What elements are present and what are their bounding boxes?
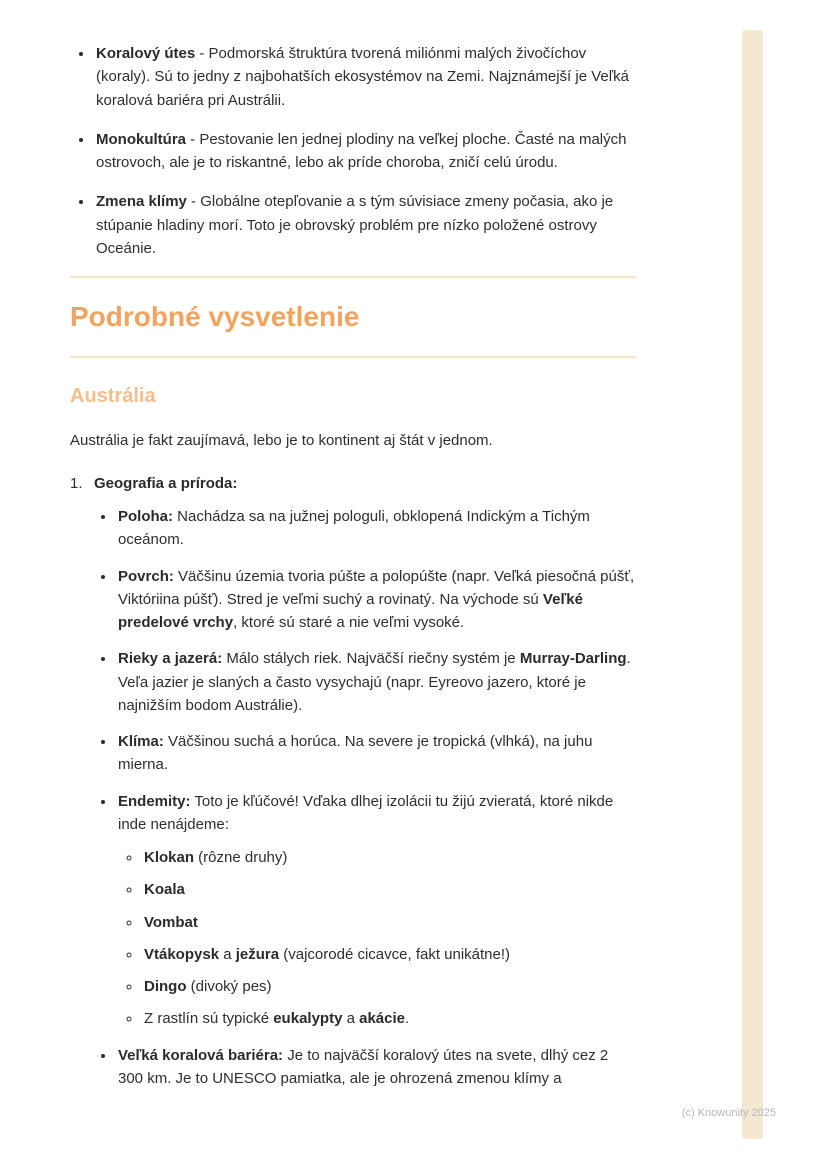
bold-text: Koala [144, 881, 185, 899]
bold-text: ježura [235, 945, 280, 963]
plain-text: Je to najväčší koralový útes na svete, dlhý cez 2 300 km. Je to UNESCO pamiatka, ale je ohrozená zmenou klímy a [118, 1046, 609, 1087]
plain-text: Väčšinu územia tvoria púšte a polopúšte (napr. Veľká piesočná púšť, Viktóriina púšť). Stred je veľmi suchý a rovinatý. Na východe sú [118, 567, 635, 608]
endemity-sub-item [142, 975, 636, 998]
plain-text: , ktoré sú staré a nie veľmi vysoké. [233, 614, 465, 632]
definitions-list [70, 42, 636, 260]
right-accent-bar [742, 30, 763, 1139]
bold-text: Dingo [144, 978, 187, 996]
plain-text: Nachádza sa na južnej pologuli, obklopená Indickým a Tichým oceánom. [118, 508, 590, 549]
plain-text: Väčšinou suchá a horúca. Na severe je tropická (vlhká), na juhu mierna. [118, 733, 593, 774]
ordered-item-heading: Geografia a príroda: [94, 474, 238, 492]
endemity-sub-item [142, 878, 636, 901]
section-title: Podrobné vysvetlenie [70, 301, 360, 332]
bold-text: Monokultúra [96, 130, 186, 148]
bold-text: Veľké predelové vrchy [118, 590, 583, 632]
geo-bullet-item [116, 730, 636, 777]
bold-text: Endemity: [118, 792, 191, 810]
bold-text: Veľká koralová bariéra: [118, 1046, 284, 1064]
bold-text: Poloha: [118, 508, 173, 526]
bold-text: Murray-Darling [519, 650, 627, 668]
bold-text: Koralový útes [96, 45, 196, 62]
subsection-title: Austrália [70, 384, 156, 407]
bold-text: Zmena klímy [96, 193, 187, 211]
plain-text: a [342, 1010, 360, 1028]
plain-text: (divoký pes) [186, 978, 272, 996]
document-content [70, 34, 636, 1103]
plain-text: - Pestovanie len jednej plodiny na veľkej ploche. Časté na malých ostrovoch, ale je to riskantné, lebo ak príde choroba, zničí celú úrodu. [96, 130, 627, 171]
plain-text: Toto je kľúčové! Vďaka dlhej izolácii tu žijú zvieratá, ktoré nikde inde nenájdeme: [118, 792, 614, 833]
plain-text: Z rastlín sú typické [144, 1010, 274, 1028]
endemity-sub-item [142, 911, 636, 934]
plain-text: - Globálne otepľovanie a s tým súvisiace zmeny počasia, ako je stúpanie hladiny morí. Toto je obrovský problém pre nízko položené ostrovy Oceánie. [96, 193, 614, 257]
geo-bullet-item [116, 1044, 636, 1091]
section-divider [70, 276, 636, 278]
plain-text: - Podmorská štruktúra tvorená miliónmi malých živočíchov (koraly). Sú to jedny z najbohatších ekosystémov na Zemi. Najznámejší je Veľká koralová bariéra pri Austrálii. [96, 45, 629, 109]
intro-paragraph: Austrália je fakt zaujímavá, lebo je to kontinent aj štát v jednom. [70, 431, 493, 449]
bold-text: Rieky a jazerá: [118, 650, 223, 668]
definition-item [94, 190, 636, 260]
bold-text: eukalypty [273, 1010, 343, 1028]
plain-text: (vajcorodé cicavce, fakt unikátne!) [279, 945, 511, 963]
geo-bullet-item [116, 790, 636, 1031]
plain-text: . Veľa jazier je slaných a často vysychajú (napr. Eyreovo jazero, ktoré je najnižším bodom Austrálie). [118, 650, 631, 714]
definition-item [94, 42, 636, 112]
definition-item [94, 128, 636, 175]
plain-text: (rôzne druhy) [194, 849, 288, 867]
endemity-sub-item [142, 943, 636, 966]
geo-bullet-item [116, 647, 636, 717]
bold-text: Vtákopysk [144, 945, 220, 963]
endemity-sub-item [142, 1007, 636, 1030]
bold-text: akácie [359, 1010, 405, 1028]
geo-bullet-item [116, 505, 636, 552]
bold-text: Povrch: [118, 567, 174, 585]
section-title-underline [70, 356, 636, 358]
watermark: (c) Knowunity 2025 [681, 1107, 776, 1119]
plain-text: a [219, 945, 236, 963]
geo-bullet-item [116, 565, 636, 635]
endemity-sub-item [142, 846, 636, 869]
plain-text: . [405, 1010, 410, 1028]
ordered-item-body [94, 472, 636, 1103]
endemity-sublist [118, 846, 636, 1031]
bold-text: Klíma: [118, 733, 164, 751]
ordered-item-number: 1. [70, 474, 83, 492]
geography-bullet-list [94, 505, 636, 1090]
bold-text: Klokan [144, 849, 195, 867]
plain-text: Málo stálych riek. Najväčší riečny systém je [222, 650, 520, 668]
geography-ordered-list [70, 472, 636, 1103]
bold-text: Vombat [144, 913, 198, 931]
ordered-item-geography [70, 472, 636, 1103]
